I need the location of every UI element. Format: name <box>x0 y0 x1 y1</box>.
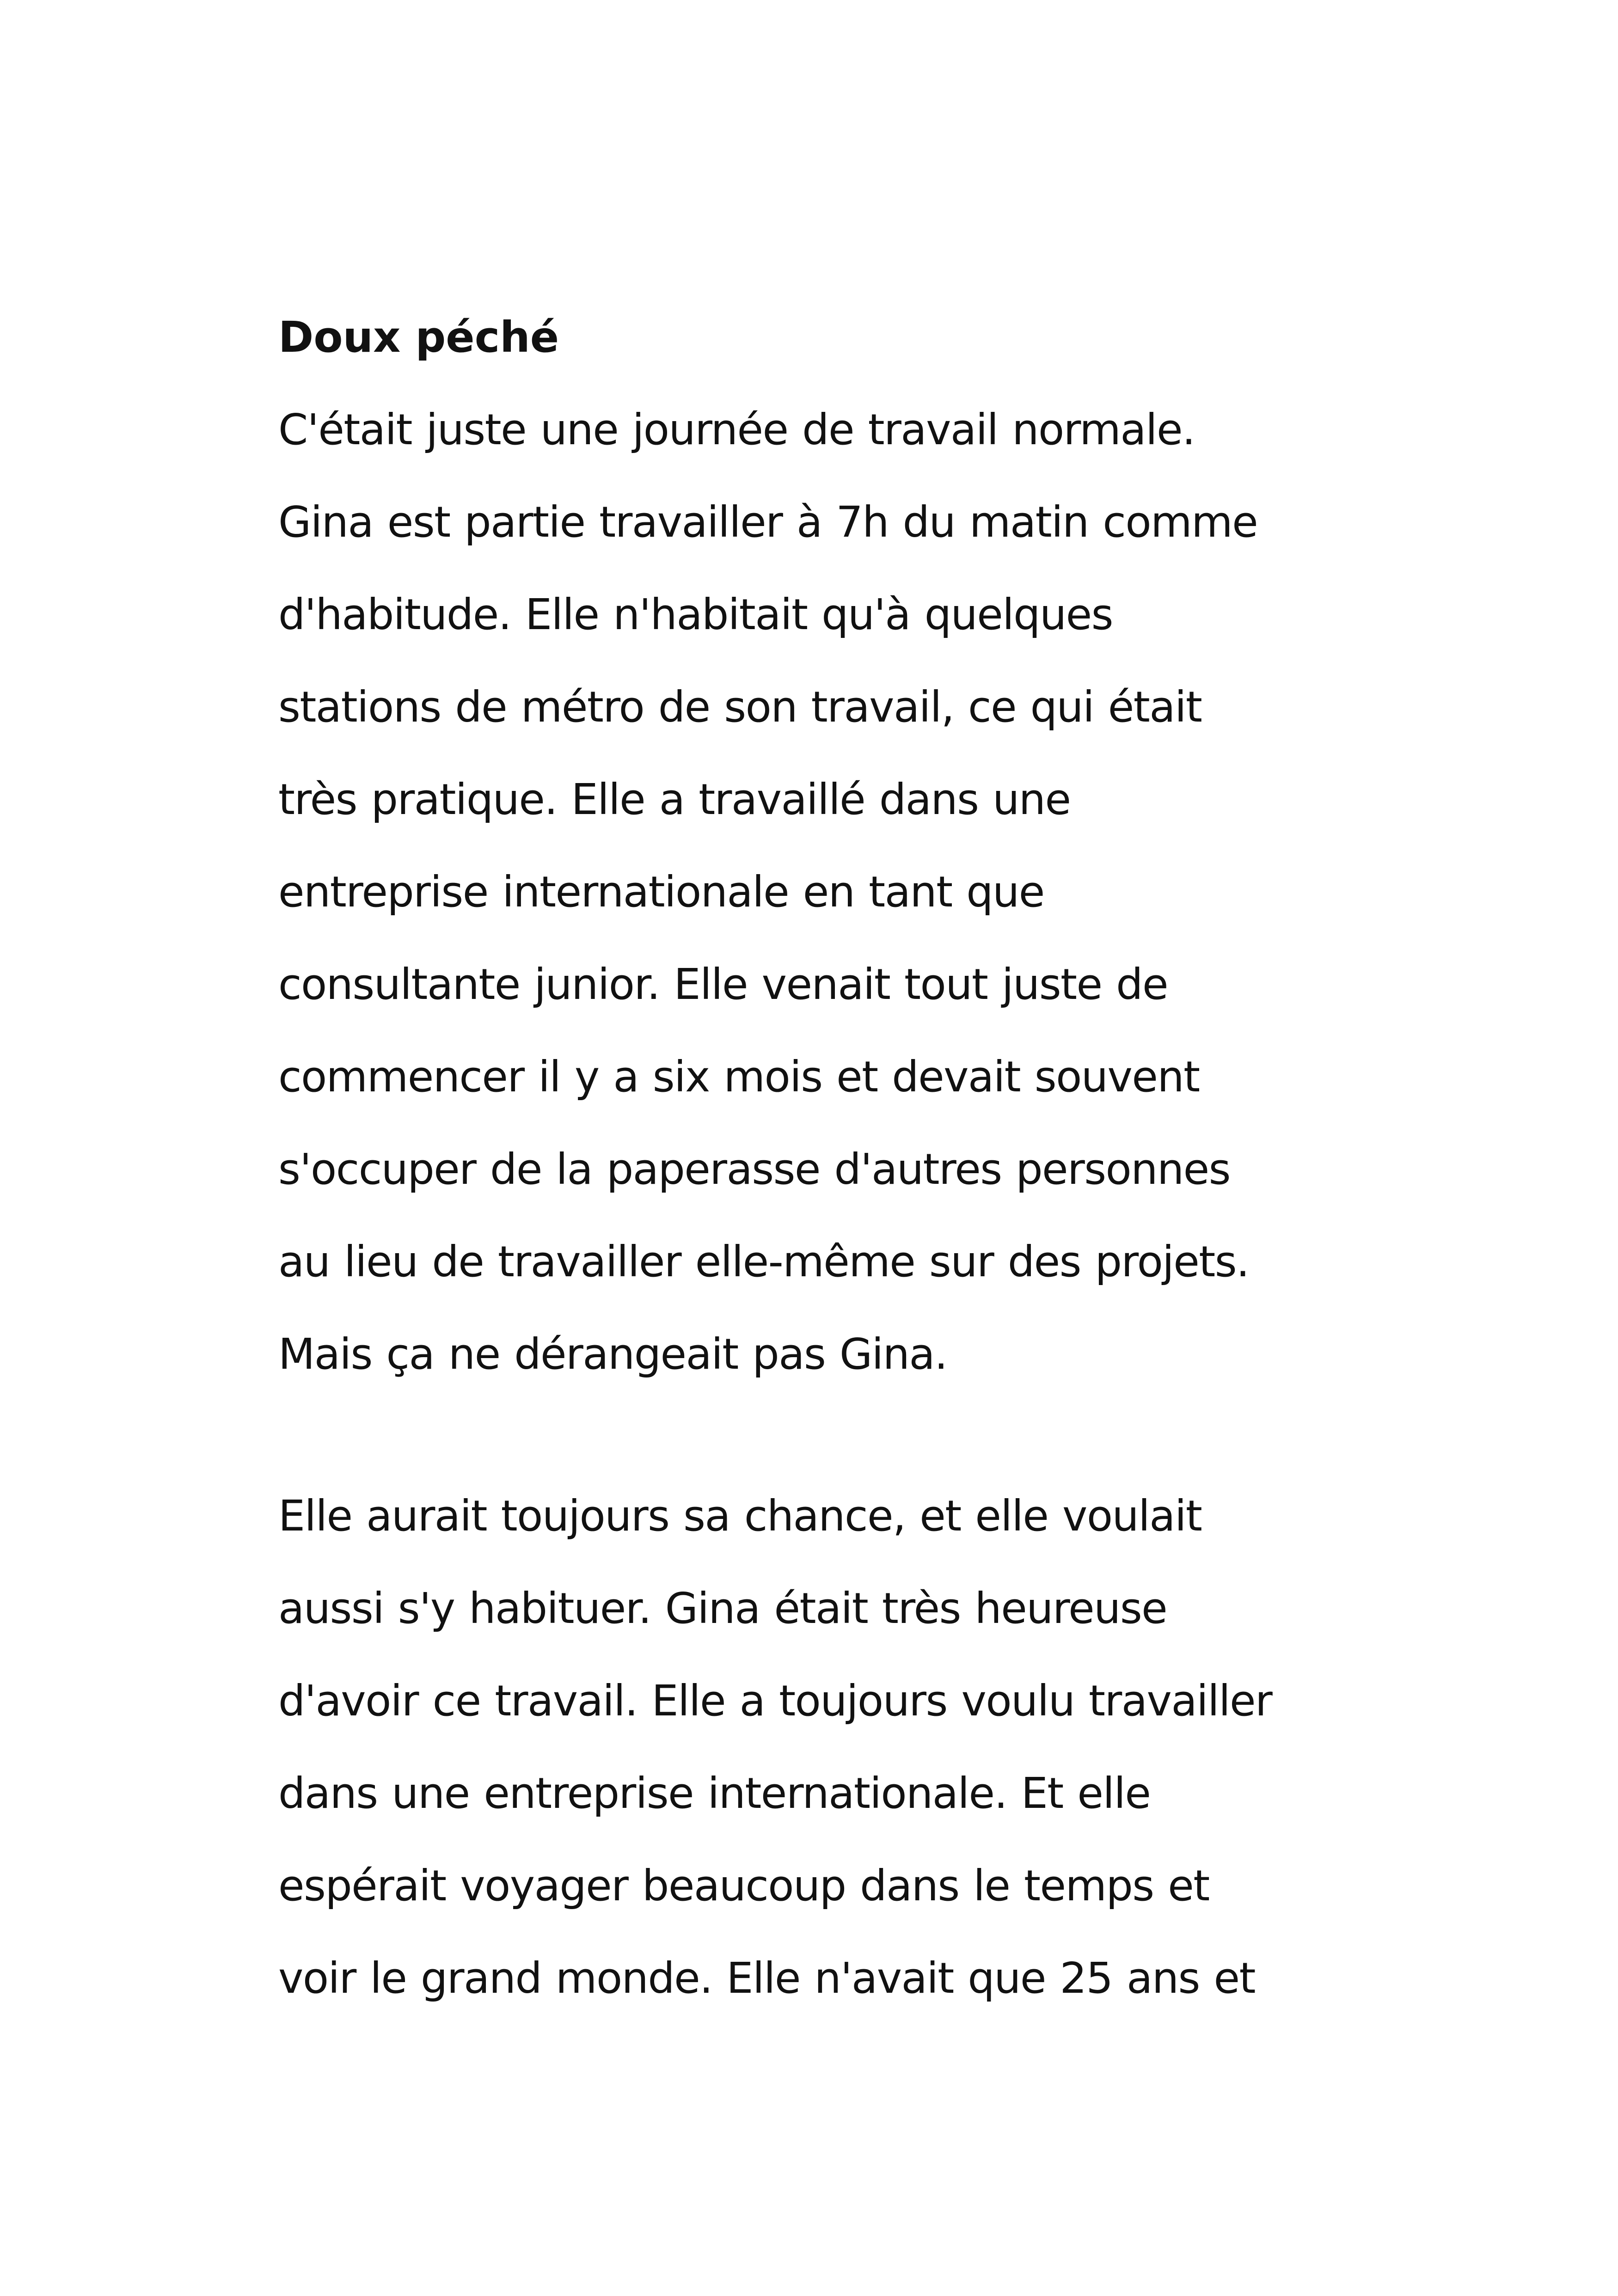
text-line: Mais ça ne dérangeait pas Gina. <box>278 1329 947 1379</box>
text-line: entreprise internationale en tant que <box>278 867 1044 917</box>
text-line: Elle aurait toujours sa chance, et elle voulait <box>278 1491 1202 1541</box>
text-line: voir le grand monde. Elle n'avait que 25 ans et <box>278 1953 1255 2003</box>
text-line: d'habitude. Elle n'habitait qu'à quelques <box>278 590 1113 639</box>
paragraph-2 <box>278 1493 1365 2002</box>
text-line: au lieu de travailler elle-même sur des projets. <box>278 1237 1249 1286</box>
paragraph-spacer <box>278 1424 1365 1493</box>
text-line: consultante junior. Elle venait tout juste de <box>278 960 1168 1009</box>
text-line: espérait voyager beaucoup dans le temps et <box>278 1861 1209 1910</box>
text-line: aussi s'y habituer. Gina était très heureuse <box>278 1584 1167 1633</box>
text-line: C'était juste une journée de travail normale. <box>278 405 1195 454</box>
text-line: Gina est partie travailler à 7h du matin comme <box>278 497 1258 547</box>
text-line: stations de métro de son travail, ce qui était <box>278 682 1202 732</box>
paragraph-1 <box>278 407 1365 1378</box>
document-body <box>278 314 1365 2048</box>
text-line: dans une entreprise internationale. Et elle <box>278 1769 1151 1818</box>
text-line: d'avoir ce travail. Elle a toujours voulu travailler <box>278 1676 1272 1726</box>
text-line: commencer il y a six mois et devait souvent <box>278 1052 1200 1102</box>
text-line: s'occuper de la paperasse d'autres personnes <box>278 1145 1230 1194</box>
document-title: Doux péché <box>278 312 559 362</box>
text-line: très pratique. Elle a travaillé dans une <box>278 775 1071 824</box>
